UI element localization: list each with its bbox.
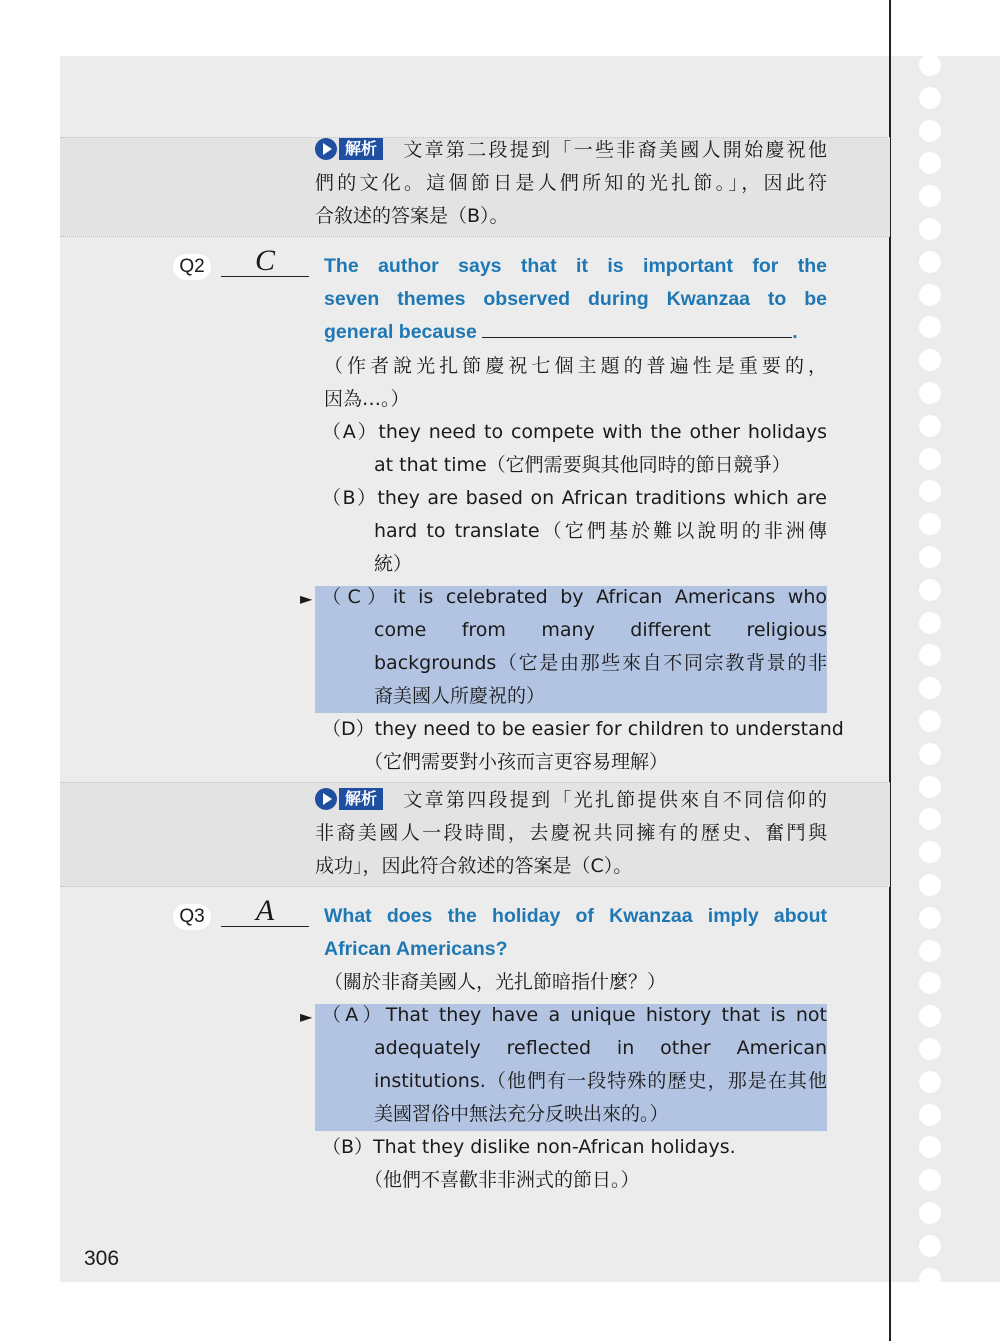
explanation-text: 文章第二段提到「一些非裔美國人開始慶祝他 (401, 139, 827, 161)
binding-hole (919, 1169, 941, 1191)
binding-hole (919, 513, 941, 535)
binding-hole (919, 251, 941, 273)
binding-hole (919, 644, 941, 666)
binding-hole (919, 776, 941, 798)
answer-letter: C (221, 246, 309, 277)
binding-hole (919, 612, 941, 634)
explanation-text: 文章第四段提到「光扎節提供來自不同信仰的 (401, 789, 827, 811)
binding-hole (919, 1104, 941, 1126)
binding-hole (919, 1005, 941, 1027)
correct-arrow-icon: ► (300, 589, 313, 608)
analysis-tag (315, 137, 383, 161)
separator (60, 236, 890, 237)
analysis-tag-label: 解析 (339, 138, 383, 160)
separator (60, 886, 890, 887)
question-text: What does the holiday of Kwanzaa imply about (324, 905, 827, 927)
option-c-cont: backgrounds（它是由那些來自不同宗教背景的非 (374, 652, 827, 674)
analysis-tag (315, 787, 383, 811)
binding-hole (919, 87, 941, 109)
binding-hole (919, 907, 941, 929)
binding-margin (890, 56, 1000, 1282)
explanation-line: 成功」，因此符合敘述的答案是（C）。 (315, 855, 633, 877)
binding-hole (919, 841, 941, 863)
play-icon (315, 788, 337, 810)
question-translation: （關於非裔美國人，光扎節暗指什麼？） (324, 971, 667, 993)
binding-hole (919, 218, 941, 240)
option-c-cont: come from many different religious (374, 619, 827, 641)
play-icon (315, 138, 337, 160)
binding-hole (919, 808, 941, 830)
option-b: （B）That they dislike non-African holidays. (322, 1136, 736, 1158)
analysis-tag-label: 解析 (339, 788, 383, 810)
separator (60, 782, 890, 783)
question-end: . (792, 321, 798, 343)
option-d-cont: （它們需要對小孩而言更容易理解） (364, 751, 669, 773)
binding-hole (919, 1235, 941, 1257)
option-c: （C）it is celebrated by African Americans who (322, 586, 827, 608)
option-c-cont: 裔美國人所慶祝的） (374, 685, 546, 707)
question-text: The author says that it is important for the (324, 255, 827, 277)
binding-hole (919, 1136, 941, 1158)
binding-hole (919, 1268, 941, 1290)
option-a: （A）they need to compete with the other holidays (322, 421, 827, 443)
binding-hole (919, 546, 941, 568)
binding-hole (919, 316, 941, 338)
question-text: seven themes observed during Kwanzaa to be (324, 288, 827, 310)
explanation-line (315, 134, 827, 167)
binding-hole (919, 743, 941, 765)
answer-letter: A (221, 896, 309, 927)
binding-hole (919, 415, 941, 437)
option-a-cont: institutions.（他們有一段特殊的歷史，那是在其他 (374, 1070, 827, 1092)
question-translation: 因為…。） (324, 388, 410, 410)
binding-hole (919, 1071, 941, 1093)
binding-hole (919, 480, 941, 502)
option-a-cont: at that time（它們需要與其他同時的節日競爭） (374, 454, 791, 476)
explanation-line: 非裔美國人一段時間，去慶祝共同擁有的歷史、奮鬥與 (315, 822, 827, 844)
explanation-line: 合敘述的答案是（B）。 (315, 205, 509, 227)
binding-hole (919, 120, 941, 142)
option-b-cont: 統） (374, 553, 413, 575)
binding-hole (919, 185, 941, 207)
binding-hole (919, 677, 941, 699)
option-a-cont: 美國習俗中無法充分反映出來的。） (374, 1103, 669, 1125)
option-a-cont: adequately reflected in other American (374, 1037, 827, 1059)
binding-hole (919, 1038, 941, 1060)
binding-hole (919, 940, 941, 962)
binding-hole (919, 382, 941, 404)
option-b-cont: （他們不喜歡非非洲式的節日。） (364, 1169, 640, 1191)
explanation-line (315, 784, 827, 817)
answer-blank (482, 319, 792, 338)
question-number: Q3 (173, 904, 211, 930)
question-number: Q2 (173, 254, 211, 280)
binding-hole (919, 152, 941, 174)
question-text-last (324, 316, 827, 349)
option-a: （A）That they have a unique history that is not (322, 1004, 827, 1026)
option-b-cont: hard to translate（它們基於難以說明的非洲傳 (374, 520, 827, 542)
binding-hole (919, 54, 941, 76)
binding-hole (919, 349, 941, 371)
page-number: 306 (84, 1247, 120, 1270)
option-d: （D）they need to be easier for children to understand (322, 718, 844, 740)
correct-arrow-icon: ► (300, 1007, 313, 1026)
binding-hole (919, 1202, 941, 1224)
binding-hole (919, 874, 941, 896)
binding-hole (919, 710, 941, 732)
question-text: general because (324, 321, 477, 343)
question-translation: （作者說光扎節慶祝七個主題的普遍性是重要的， (324, 355, 827, 377)
binding-hole (919, 448, 941, 470)
binding-hole (919, 972, 941, 994)
question-text: African Americans? (324, 938, 508, 960)
binding-hole (919, 284, 941, 306)
option-b: （B）they are based on African traditions which are (322, 487, 827, 509)
explanation-line: 們的文化。這個節日是人們所知的光扎節。」，因此符 (315, 172, 827, 194)
binding-hole (919, 579, 941, 601)
